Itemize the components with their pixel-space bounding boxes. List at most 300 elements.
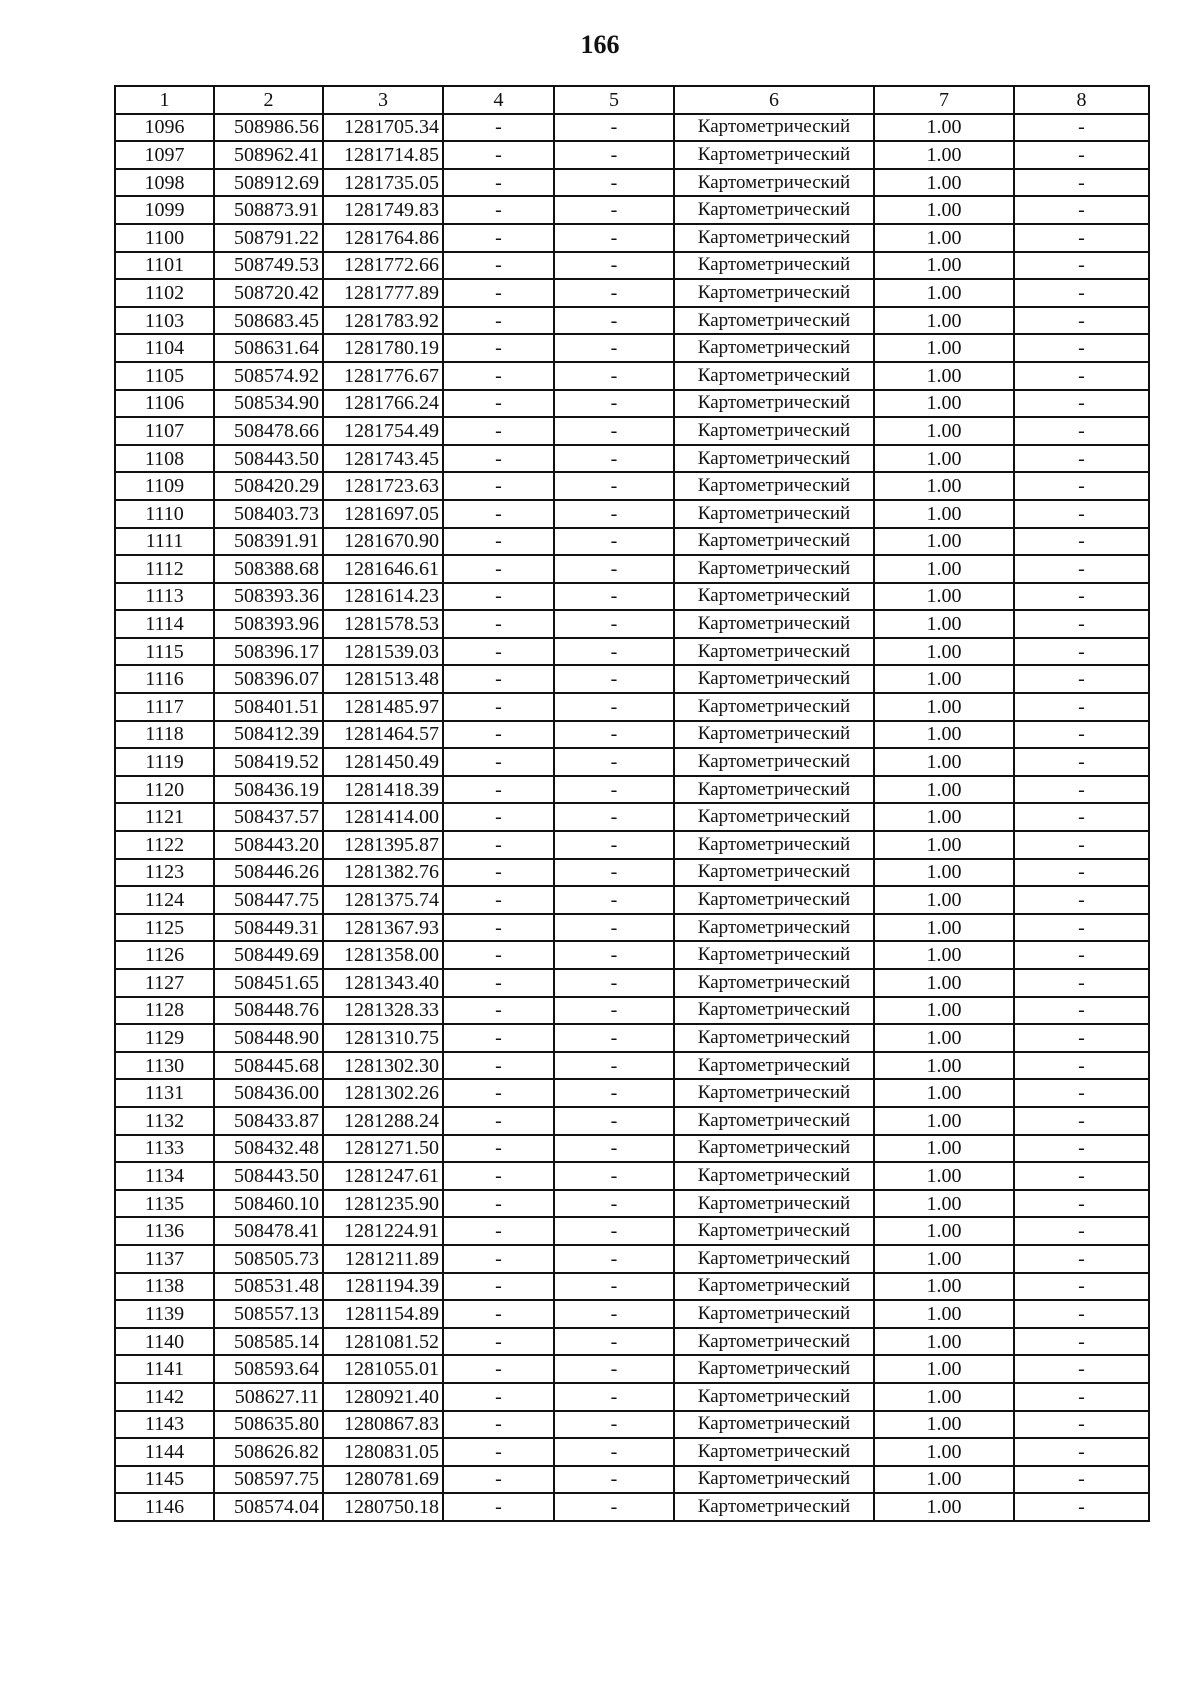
accuracy-cell: 1.00 [874, 583, 1014, 611]
x-coordinate-cell: 508791.22 [214, 224, 323, 252]
column-8-cell: - [1014, 141, 1149, 169]
x-coordinate-cell: 508391.91 [214, 528, 323, 556]
column-8-cell: - [1014, 1024, 1149, 1052]
x-coordinate-cell: 508631.64 [214, 334, 323, 362]
y-coordinate-cell: 1281723.63 [323, 472, 443, 500]
point-number-cell: 1105 [115, 362, 214, 390]
y-coordinate-cell: 1281224.91 [323, 1217, 443, 1245]
y-coordinate-cell: 1281776.67 [323, 362, 443, 390]
accuracy-cell: 1.00 [874, 1493, 1014, 1521]
column-8-cell: - [1014, 665, 1149, 693]
column-header-6: 6 [674, 86, 874, 114]
column-4-cell: - [443, 693, 554, 721]
column-5-cell: - [554, 390, 674, 418]
column-4-cell: - [443, 472, 554, 500]
y-coordinate-cell: 1281302.30 [323, 1052, 443, 1080]
table-row [115, 141, 1149, 169]
column-4-cell: - [443, 1328, 554, 1356]
column-4-cell: - [443, 914, 554, 942]
point-number-cell: 1125 [115, 914, 214, 942]
column-8-cell: - [1014, 555, 1149, 583]
method-cell: Картометрический [674, 721, 874, 749]
x-coordinate-cell: 508419.52 [214, 748, 323, 776]
x-coordinate-cell: 508447.75 [214, 886, 323, 914]
y-coordinate-cell: 1281777.89 [323, 279, 443, 307]
accuracy-cell: 1.00 [874, 776, 1014, 804]
method-cell: Картометрический [674, 1273, 874, 1301]
column-5-cell: - [554, 1024, 674, 1052]
point-number-cell: 1097 [115, 141, 214, 169]
method-cell: Картометрический [674, 748, 874, 776]
point-number-cell: 1124 [115, 886, 214, 914]
column-5-cell: - [554, 224, 674, 252]
y-coordinate-cell: 1281235.90 [323, 1190, 443, 1218]
accuracy-cell: 1.00 [874, 997, 1014, 1025]
column-5-cell: - [554, 417, 674, 445]
y-coordinate-cell: 1281743.45 [323, 445, 443, 473]
accuracy-cell: 1.00 [874, 665, 1014, 693]
column-8-cell: - [1014, 334, 1149, 362]
method-cell: Картометрический [674, 390, 874, 418]
y-coordinate-cell: 1281578.53 [323, 610, 443, 638]
table-row [115, 307, 1149, 335]
table-row [115, 1273, 1149, 1301]
column-4-cell: - [443, 390, 554, 418]
table-row [115, 776, 1149, 804]
method-cell: Картометрический [674, 1190, 874, 1218]
column-4-cell: - [443, 114, 554, 142]
table-row [115, 748, 1149, 776]
method-cell: Картометрический [674, 445, 874, 473]
point-number-cell: 1112 [115, 555, 214, 583]
column-4-cell: - [443, 169, 554, 197]
accuracy-cell: 1.00 [874, 638, 1014, 666]
table-row [115, 665, 1149, 693]
y-coordinate-cell: 1281697.05 [323, 500, 443, 528]
column-8-cell: - [1014, 1052, 1149, 1080]
column-4-cell: - [443, 583, 554, 611]
column-5-cell: - [554, 500, 674, 528]
method-cell: Картометрический [674, 1079, 874, 1107]
table-row [115, 555, 1149, 583]
accuracy-cell: 1.00 [874, 390, 1014, 418]
column-5-cell: - [554, 362, 674, 390]
point-number-cell: 1141 [115, 1355, 214, 1383]
column-4-cell: - [443, 1052, 554, 1080]
column-8-cell: - [1014, 362, 1149, 390]
point-number-cell: 1100 [115, 224, 214, 252]
point-number-cell: 1135 [115, 1190, 214, 1218]
column-4-cell: - [443, 307, 554, 335]
column-4-cell: - [443, 721, 554, 749]
column-4-cell: - [443, 638, 554, 666]
method-cell: Картометрический [674, 1355, 874, 1383]
column-5-cell: - [554, 914, 674, 942]
x-coordinate-cell: 508433.87 [214, 1107, 323, 1135]
column-8-cell: - [1014, 390, 1149, 418]
column-5-cell: - [554, 969, 674, 997]
x-coordinate-cell: 508626.82 [214, 1438, 323, 1466]
column-5-cell: - [554, 1079, 674, 1107]
y-coordinate-cell: 1280750.18 [323, 1493, 443, 1521]
column-5-cell: - [554, 997, 674, 1025]
accuracy-cell: 1.00 [874, 1328, 1014, 1356]
method-cell: Картометрический [674, 1024, 874, 1052]
point-number-cell: 1131 [115, 1079, 214, 1107]
table-row [115, 1493, 1149, 1521]
table-row [115, 803, 1149, 831]
point-number-cell: 1107 [115, 417, 214, 445]
accuracy-cell: 1.00 [874, 610, 1014, 638]
x-coordinate-cell: 508912.69 [214, 169, 323, 197]
point-number-cell: 1144 [115, 1438, 214, 1466]
column-8-cell: - [1014, 886, 1149, 914]
column-4-cell: - [443, 776, 554, 804]
table-row [115, 1024, 1149, 1052]
column-4-cell: - [443, 1273, 554, 1301]
table-row [115, 252, 1149, 280]
column-header-5: 5 [554, 86, 674, 114]
column-8-cell: - [1014, 693, 1149, 721]
column-4-cell: - [443, 362, 554, 390]
method-cell: Картометрический [674, 307, 874, 335]
x-coordinate-cell: 508445.68 [214, 1052, 323, 1080]
column-4-cell: - [443, 1107, 554, 1135]
point-number-cell: 1116 [115, 665, 214, 693]
y-coordinate-cell: 1281358.00 [323, 941, 443, 969]
y-coordinate-cell: 1281735.05 [323, 169, 443, 197]
column-4-cell: - [443, 1300, 554, 1328]
column-4-cell: - [443, 941, 554, 969]
table-row [115, 1217, 1149, 1245]
column-4-cell: - [443, 334, 554, 362]
point-number-cell: 1127 [115, 969, 214, 997]
column-header-2: 2 [214, 86, 323, 114]
method-cell: Картометрический [674, 279, 874, 307]
y-coordinate-cell: 1281343.40 [323, 969, 443, 997]
column-5-cell: - [554, 1217, 674, 1245]
point-number-cell: 1136 [115, 1217, 214, 1245]
accuracy-cell: 1.00 [874, 141, 1014, 169]
method-cell: Картометрический [674, 1300, 874, 1328]
header-row [115, 86, 1149, 114]
x-coordinate-cell: 508534.90 [214, 390, 323, 418]
column-8-cell: - [1014, 1245, 1149, 1273]
table-row [115, 1466, 1149, 1494]
table-row [115, 390, 1149, 418]
method-cell: Картометрический [674, 1135, 874, 1163]
column-5-cell: - [554, 1135, 674, 1163]
column-8-cell: - [1014, 1107, 1149, 1135]
point-number-cell: 1104 [115, 334, 214, 362]
point-number-cell: 1133 [115, 1135, 214, 1163]
column-8-cell: - [1014, 721, 1149, 749]
point-number-cell: 1101 [115, 252, 214, 280]
column-5-cell: - [554, 307, 674, 335]
accuracy-cell: 1.00 [874, 224, 1014, 252]
y-coordinate-cell: 1281783.92 [323, 307, 443, 335]
column-header-3: 3 [323, 86, 443, 114]
column-8-cell: - [1014, 528, 1149, 556]
column-5-cell: - [554, 169, 674, 197]
table-row [115, 1355, 1149, 1383]
coordinates-table [114, 85, 1150, 1522]
x-coordinate-cell: 508683.45 [214, 307, 323, 335]
y-coordinate-cell: 1281772.66 [323, 252, 443, 280]
method-cell: Картометрический [674, 886, 874, 914]
accuracy-cell: 1.00 [874, 307, 1014, 335]
y-coordinate-cell: 1281211.89 [323, 1245, 443, 1273]
method-cell: Картометрический [674, 941, 874, 969]
accuracy-cell: 1.00 [874, 1190, 1014, 1218]
table-row [115, 941, 1149, 969]
method-cell: Картометрический [674, 196, 874, 224]
column-8-cell: - [1014, 500, 1149, 528]
y-coordinate-cell: 1281764.86 [323, 224, 443, 252]
accuracy-cell: 1.00 [874, 859, 1014, 887]
x-coordinate-cell: 508448.76 [214, 997, 323, 1025]
point-number-cell: 1145 [115, 1466, 214, 1494]
table-row [115, 528, 1149, 556]
point-number-cell: 1099 [115, 196, 214, 224]
x-coordinate-cell: 508403.73 [214, 500, 323, 528]
x-coordinate-cell: 508627.11 [214, 1383, 323, 1411]
column-5-cell: - [554, 445, 674, 473]
point-number-cell: 1129 [115, 1024, 214, 1052]
y-coordinate-cell: 1281418.39 [323, 776, 443, 804]
column-4-cell: - [443, 665, 554, 693]
method-cell: Картометрический [674, 1245, 874, 1273]
column-4-cell: - [443, 141, 554, 169]
table-row [115, 1079, 1149, 1107]
x-coordinate-cell: 508396.17 [214, 638, 323, 666]
x-coordinate-cell: 508437.57 [214, 803, 323, 831]
table-row [115, 1383, 1149, 1411]
x-coordinate-cell: 508635.80 [214, 1411, 323, 1439]
y-coordinate-cell: 1281749.83 [323, 196, 443, 224]
y-coordinate-cell: 1281539.03 [323, 638, 443, 666]
accuracy-cell: 1.00 [874, 528, 1014, 556]
column-5-cell: - [554, 721, 674, 749]
x-coordinate-cell: 508443.50 [214, 445, 323, 473]
column-8-cell: - [1014, 445, 1149, 473]
method-cell: Картометрический [674, 693, 874, 721]
point-number-cell: 1115 [115, 638, 214, 666]
y-coordinate-cell: 1281780.19 [323, 334, 443, 362]
accuracy-cell: 1.00 [874, 252, 1014, 280]
method-cell: Картометрический [674, 1107, 874, 1135]
method-cell: Картометрический [674, 362, 874, 390]
column-8-cell: - [1014, 1300, 1149, 1328]
table-row [115, 196, 1149, 224]
column-8-cell: - [1014, 831, 1149, 859]
column-5-cell: - [554, 1355, 674, 1383]
table-row [115, 583, 1149, 611]
x-coordinate-cell: 508574.92 [214, 362, 323, 390]
y-coordinate-cell: 1281705.34 [323, 114, 443, 142]
point-number-cell: 1111 [115, 528, 214, 556]
point-number-cell: 1128 [115, 997, 214, 1025]
accuracy-cell: 1.00 [874, 886, 1014, 914]
y-coordinate-cell: 1281310.75 [323, 1024, 443, 1052]
column-8-cell: - [1014, 1466, 1149, 1494]
y-coordinate-cell: 1280831.05 [323, 1438, 443, 1466]
point-number-cell: 1103 [115, 307, 214, 335]
column-8-cell: - [1014, 1493, 1149, 1521]
table-row [115, 859, 1149, 887]
accuracy-cell: 1.00 [874, 1300, 1014, 1328]
x-coordinate-cell: 508388.68 [214, 555, 323, 583]
column-8-cell: - [1014, 1135, 1149, 1163]
point-number-cell: 1132 [115, 1107, 214, 1135]
column-5-cell: - [554, 334, 674, 362]
accuracy-cell: 1.00 [874, 1355, 1014, 1383]
table-row [115, 362, 1149, 390]
column-4-cell: - [443, 1466, 554, 1494]
column-5-cell: - [554, 1107, 674, 1135]
column-8-cell: - [1014, 1217, 1149, 1245]
table-row [115, 169, 1149, 197]
point-number-cell: 1123 [115, 859, 214, 887]
y-coordinate-cell: 1281395.87 [323, 831, 443, 859]
column-8-cell: - [1014, 1355, 1149, 1383]
column-5-cell: - [554, 555, 674, 583]
column-8-cell: - [1014, 169, 1149, 197]
x-coordinate-cell: 508432.48 [214, 1135, 323, 1163]
method-cell: Картометрический [674, 776, 874, 804]
column-4-cell: - [443, 1493, 554, 1521]
method-cell: Картометрический [674, 1466, 874, 1494]
y-coordinate-cell: 1281288.24 [323, 1107, 443, 1135]
table-row [115, 969, 1149, 997]
column-8-cell: - [1014, 307, 1149, 335]
point-number-cell: 1120 [115, 776, 214, 804]
column-5-cell: - [554, 583, 674, 611]
method-cell: Картометрический [674, 583, 874, 611]
page-number: 166 [580, 30, 620, 59]
column-header-1: 1 [115, 86, 214, 114]
y-coordinate-cell: 1280781.69 [323, 1466, 443, 1494]
column-4-cell: - [443, 279, 554, 307]
x-coordinate-cell: 508443.20 [214, 831, 323, 859]
column-5-cell: - [554, 196, 674, 224]
point-number-cell: 1121 [115, 803, 214, 831]
point-number-cell: 1142 [115, 1383, 214, 1411]
method-cell: Картометрический [674, 500, 874, 528]
column-4-cell: - [443, 1079, 554, 1107]
column-4-cell: - [443, 445, 554, 473]
y-coordinate-cell: 1280921.40 [323, 1383, 443, 1411]
accuracy-cell: 1.00 [874, 472, 1014, 500]
y-coordinate-cell: 1281670.90 [323, 528, 443, 556]
table-row [115, 831, 1149, 859]
column-4-cell: - [443, 500, 554, 528]
table-row [115, 610, 1149, 638]
accuracy-cell: 1.00 [874, 914, 1014, 942]
table-header [115, 86, 1149, 114]
accuracy-cell: 1.00 [874, 941, 1014, 969]
column-5-cell: - [554, 1300, 674, 1328]
column-4-cell: - [443, 252, 554, 280]
column-4-cell: - [443, 196, 554, 224]
table-row [115, 1328, 1149, 1356]
column-5-cell: - [554, 886, 674, 914]
point-number-cell: 1106 [115, 390, 214, 418]
y-coordinate-cell: 1281247.61 [323, 1162, 443, 1190]
method-cell: Картометрический [674, 169, 874, 197]
method-cell: Картометрический [674, 528, 874, 556]
point-number-cell: 1117 [115, 693, 214, 721]
accuracy-cell: 1.00 [874, 1107, 1014, 1135]
method-cell: Картометрический [674, 252, 874, 280]
point-number-cell: 1114 [115, 610, 214, 638]
x-coordinate-cell: 508449.69 [214, 941, 323, 969]
point-number-cell: 1109 [115, 472, 214, 500]
method-cell: Картометрический [674, 1411, 874, 1439]
accuracy-cell: 1.00 [874, 831, 1014, 859]
accuracy-cell: 1.00 [874, 1135, 1014, 1163]
table-row [115, 914, 1149, 942]
accuracy-cell: 1.00 [874, 1162, 1014, 1190]
y-coordinate-cell: 1281271.50 [323, 1135, 443, 1163]
table-row [115, 886, 1149, 914]
method-cell: Картометрический [674, 334, 874, 362]
column-5-cell: - [554, 665, 674, 693]
table-row [115, 721, 1149, 749]
y-coordinate-cell: 1280867.83 [323, 1411, 443, 1439]
point-number-cell: 1098 [115, 169, 214, 197]
column-header-8: 8 [1014, 86, 1149, 114]
method-cell: Картометрический [674, 141, 874, 169]
column-5-cell: - [554, 776, 674, 804]
accuracy-cell: 1.00 [874, 1079, 1014, 1107]
column-4-cell: - [443, 803, 554, 831]
table-row [115, 1162, 1149, 1190]
accuracy-cell: 1.00 [874, 969, 1014, 997]
accuracy-cell: 1.00 [874, 721, 1014, 749]
column-5-cell: - [554, 693, 674, 721]
y-coordinate-cell: 1281375.74 [323, 886, 443, 914]
column-8-cell: - [1014, 1328, 1149, 1356]
method-cell: Картометрический [674, 114, 874, 142]
x-coordinate-cell: 508443.50 [214, 1162, 323, 1190]
column-8-cell: - [1014, 417, 1149, 445]
column-8-cell: - [1014, 472, 1149, 500]
accuracy-cell: 1.00 [874, 169, 1014, 197]
point-number-cell: 1119 [115, 748, 214, 776]
y-coordinate-cell: 1281646.61 [323, 555, 443, 583]
method-cell: Картометрический [674, 1493, 874, 1521]
column-5-cell: - [554, 1411, 674, 1439]
accuracy-cell: 1.00 [874, 693, 1014, 721]
column-8-cell: - [1014, 224, 1149, 252]
column-8-cell: - [1014, 997, 1149, 1025]
point-number-cell: 1138 [115, 1273, 214, 1301]
point-number-cell: 1096 [115, 114, 214, 142]
column-8-cell: - [1014, 114, 1149, 142]
column-5-cell: - [554, 1328, 674, 1356]
column-5-cell: - [554, 1493, 674, 1521]
column-4-cell: - [443, 1245, 554, 1273]
accuracy-cell: 1.00 [874, 114, 1014, 142]
x-coordinate-cell: 508436.00 [214, 1079, 323, 1107]
column-4-cell: - [443, 555, 554, 583]
column-4-cell: - [443, 610, 554, 638]
column-8-cell: - [1014, 941, 1149, 969]
column-5-cell: - [554, 638, 674, 666]
column-4-cell: - [443, 1024, 554, 1052]
accuracy-cell: 1.00 [874, 1273, 1014, 1301]
